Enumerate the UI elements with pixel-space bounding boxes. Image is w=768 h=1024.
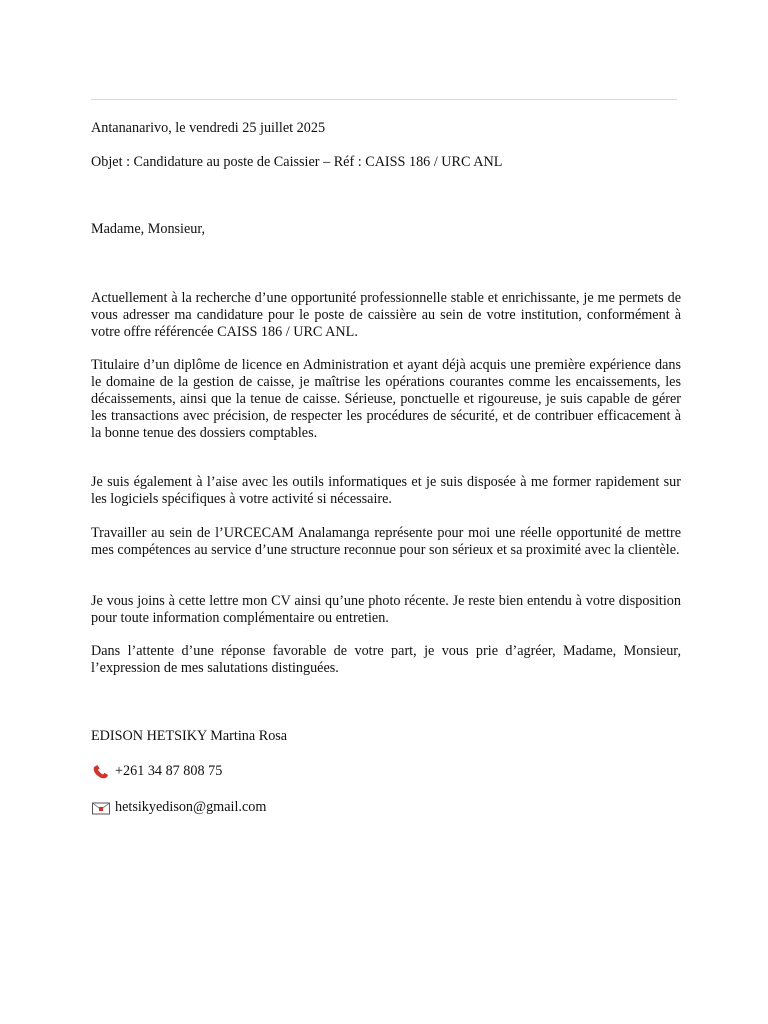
telephone-receiver-icon <box>91 764 111 780</box>
paragraph-qualifications: Titulaire d’un diplôme de licence en Administration et ayant déjà acquis une première expérience dans le domaine de la gestion de caisse, je maîtrise les opérations courantes comme les encaissements, les décaissements, ainsi que la tenue de caisse. Sérieuse, ponctuelle et rigoureuse, je suis capable de gérer les transactions avec précision, de respecter les procédures de sécurité, et de contribuer efficacement à la bonne tenue des dossiers comptables. <box>91 357 681 441</box>
paragraph-intro: Actuellement à la recherche d’une opportunité professionnelle stable et enrichissante, je me permets de vous adresser ma candidature pour le poste de caissière au sein de votre institution, conformément à votre offre référencée CAISS 186 / URC ANL. <box>91 290 681 340</box>
envelope-icon <box>91 800 111 816</box>
top-divider <box>91 99 677 100</box>
signature-name: EDISON HETSIKY Martina Rosa <box>91 728 288 744</box>
date-line: Antananarivo, le vendredi 25 juillet 2025 <box>91 120 326 136</box>
paragraph-motivation: Travailler au sein de l’URCECAM Analamanga représente pour moi une réelle opportunité de mettre mes compétences au service d’une structure reconnue pour son sérieux et sa proximité avec la clientèle. <box>91 525 681 558</box>
email-address[interactable]: hetsikyedison@gmail.com <box>115 799 267 815</box>
salutation: Madame, Monsieur, <box>91 221 206 237</box>
phone-contact <box>91 763 222 780</box>
paragraph-it-skills: Je suis également à l’aise avec les outils informatiques et je suis disposée à me former rapidement sur les logiciels spécifiques à votre activité si nécessaire. <box>91 474 681 507</box>
email-contact <box>91 799 266 816</box>
paragraph-attachments: Je vous joins à cette lettre mon CV ainsi qu’une photo récente. Je reste bien entendu à votre disposition pour toute information complémentaire ou entretien. <box>91 593 681 626</box>
subject-line: Objet : Candidature au poste de Caissier – Réf : CAISS 186 / URC ANL <box>91 154 503 170</box>
phone-number: +261 34 87 808 75 <box>115 763 223 779</box>
paragraph-closing: Dans l’attente d’une réponse favorable de votre part, je vous prie d’agréer, Madame, Monsieur, l’expression de mes salutations distinguées. <box>91 643 681 676</box>
